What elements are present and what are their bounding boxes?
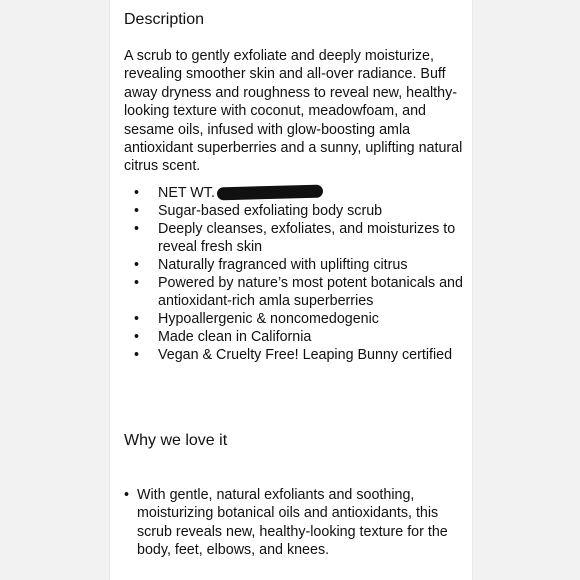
bullet-item: • Deeply cleanses, exfoliates, and moisturizes to reveal fresh skin <box>124 220 464 256</box>
description-paragraph: A scrub to gently exfoliate and deeply moisturize, revealing smoother skin and all-over radiance. Buff away dryness and roughness to reveal new, healthy-looking texture with coconut, meadowfoam, and sesame oils, infused with glow-boosting amla antioxidant superberries and a sunny, uplifting natural citrus scent. <box>124 48 463 175</box>
bullet-item: • Made clean in California <box>124 328 464 346</box>
why-bullet-item: • With gentle, natural exfoliants and soothing, moisturizing botanical oils and antioxidants, this scrub reveals new, healthy-looking texture for the body, feet, elbows, and knees. <box>124 486 464 560</box>
description-bullet-list <box>124 184 464 364</box>
net-weight-label: NET WT. <box>158 185 215 201</box>
bullet-item: • Powered by nature’s most potent botanicals and antioxidant-rich amla superberries <box>124 274 464 310</box>
product-details-card <box>110 0 472 580</box>
why-bullet-list <box>124 486 464 560</box>
bullet-net-weight <box>124 184 464 202</box>
bullet-item: • Hypoallergenic & noncomedogenic <box>124 310 464 328</box>
bullet-item: • Vegan & Cruelty Free! Leaping Bunny certified <box>124 346 464 364</box>
redaction-mark <box>217 185 323 201</box>
description-heading: Description <box>124 11 205 28</box>
bullet-item: • Sugar-based exfoliating body scrub <box>124 202 464 220</box>
why-we-love-it-heading: Why we love it <box>124 432 228 449</box>
bullet-item: • Naturally fragranced with uplifting citrus <box>124 256 464 274</box>
